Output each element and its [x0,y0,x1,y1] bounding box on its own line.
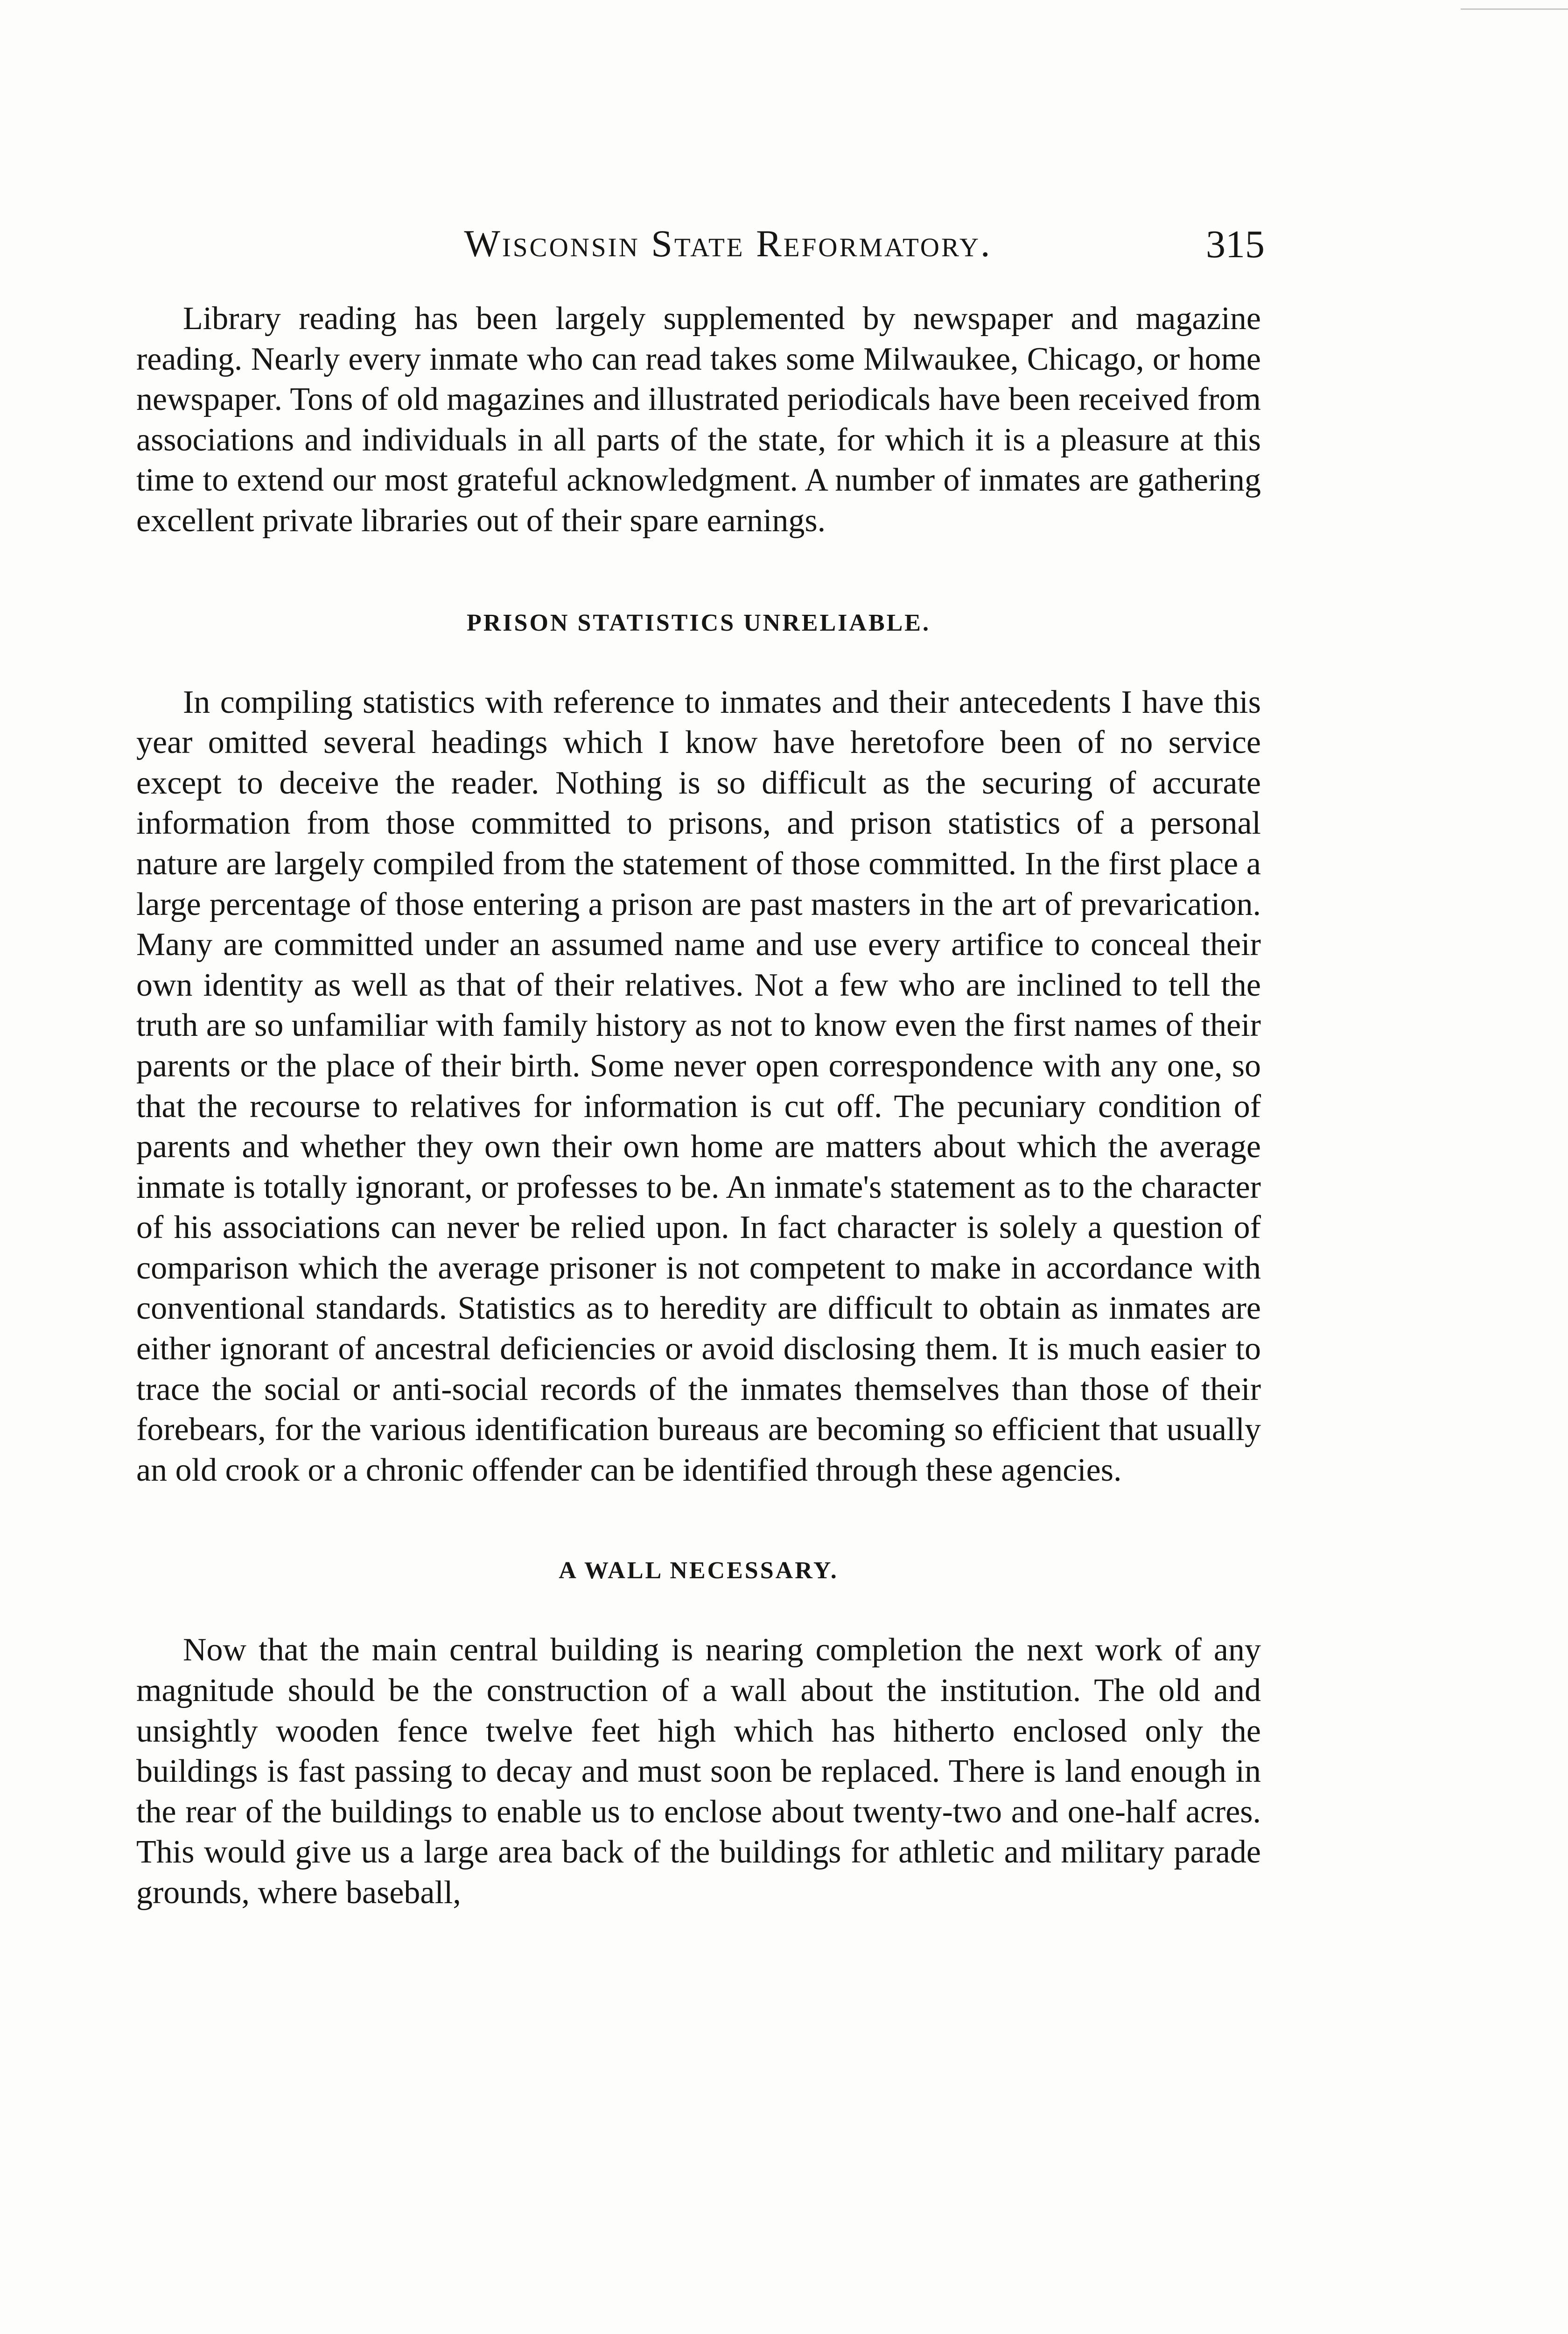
page-number: 315 [1206,223,1265,266]
running-title: Wisconsin State Reformatory. [464,222,992,265]
paragraph-prison-statistics: In compiling statistics with reference to inmates and their antecedents I have this year omitted several headings which I know have heretofore been of no service except to deceive the reader. Nothing is so difficult as the securing of accurate information from those committed to prisons, and prison statistics of a personal nature are largely compiled from the statement of those committed. In the first place a large percentage of those entering a prison are past masters in the art of prevarication. Many are committed under an assumed name and use every artifice to conceal their own identity as well as that of their relatives. Not a few who are inclined to tell the truth are so unfamiliar with family history as not to know even the first names of their parents or the place of their birth. Some never open correspondence with any one, so that the recourse to relatives for information is cut off. The pecuniary condition of parents and whether they own their own home are matters about which the average inmate is totally ignorant, or professes to be. An inmate's statement as to the character of his associations can never be relied upon. In fact character is solely a question of comparison which the average prisoner is not competent to make in accordance with conventional standards. Statistics as to heredity are difficult to obtain as inmates are either ignorant of ancestral deficiencies or avoid disclosing them. It is much easier to trace the social or anti-social records of the inmates themselves than those of their forebears, for the various identification bureaus are becoming so efficient that usually an old crook or a chronic offender can be identified through these agencies. [136,684,1261,1488]
page-body [136,299,1261,1913]
paragraph-wall-necessary: Now that the main central building is nearing completion the next work of any magnitude should be the construction of a wall about the institution. The old and unsightly wooden fence twelve feet high which has hitherto enclosed only the buildings is fast passing to decay and must soon be replaced. There is land enough in the rear of the buildings to enable us to enclose about twenty-two and one-half acres. This would give us a large area back of the buildings for athletic and military parade grounds, where baseball, [136,1632,1261,1911]
section-heading-prison-statistics: PRISON STATISTICS UNRELIABLE. [466,609,931,636]
section-heading-wall-necessary: A WALL NECESSARY. [559,1557,839,1584]
paragraph-library-reading: Library reading has been largely supplemented by newspaper and magazine reading. Nearly every inmate who can read takes some Milwaukee, Chicago, or home newspaper. Tons of old magazines and illustrated periodicals have been received from associations and individuals in all parts of the state, for which it is a pleasure at this time to extend our most grateful acknowledgment. A number of inmates are gathering excellent private libraries out of their spare earnings. [136,301,1261,539]
page-header [135,212,1265,278]
scan-edge-line [1461,8,1568,10]
